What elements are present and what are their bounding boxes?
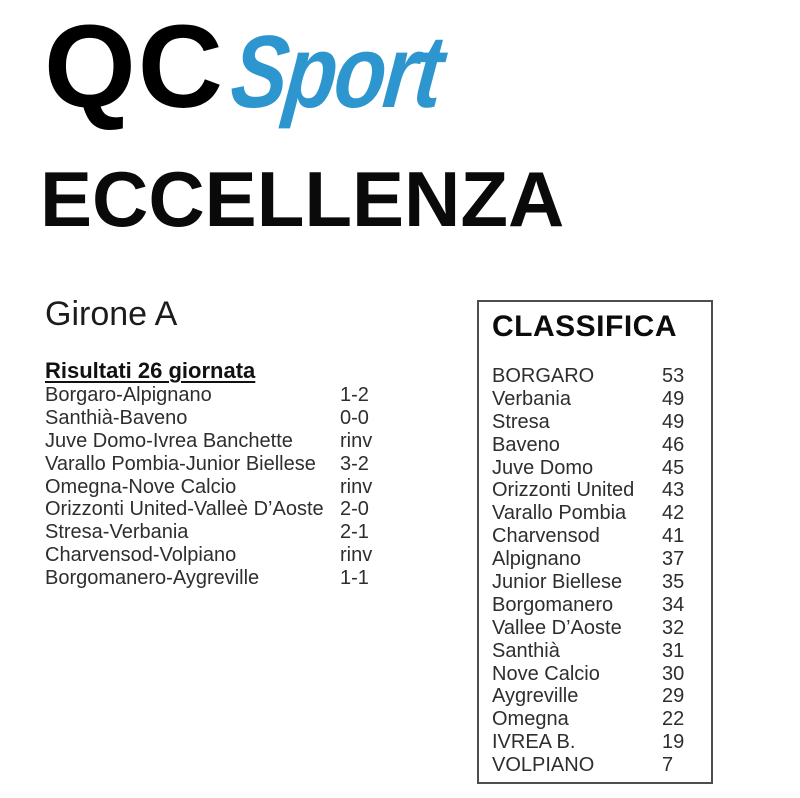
standings-row	[492, 594, 702, 617]
team-name: Santhià	[492, 639, 560, 662]
standings-row	[492, 479, 702, 502]
standings-row	[492, 640, 702, 663]
result-row	[45, 567, 445, 590]
standings-row	[492, 548, 702, 571]
team-name: Stresa	[492, 410, 550, 433]
team-points: 22	[662, 708, 685, 731]
match-score: rinv	[340, 544, 373, 567]
match-teams: Stresa-Verbania	[45, 521, 189, 544]
team-points: 31	[662, 639, 685, 662]
team-name: Nove Calcio	[492, 662, 600, 685]
result-row	[45, 407, 445, 430]
result-row	[45, 430, 445, 453]
result-row	[45, 521, 445, 544]
results-list	[45, 384, 445, 590]
team-points: 37	[662, 548, 685, 571]
standings-row	[492, 617, 702, 640]
match-teams: Santhià-Baveno	[45, 406, 188, 429]
match-score: 2-1	[340, 521, 369, 544]
standings-box	[477, 300, 713, 784]
team-points: 29	[662, 685, 685, 708]
match-score: 1-2	[340, 384, 369, 406]
match-teams: Borgomanero-Aygreville	[45, 567, 260, 590]
standings-row	[492, 685, 702, 708]
team-points: 32	[662, 616, 685, 639]
standings-row	[492, 754, 702, 777]
team-name: Omegna	[492, 708, 569, 731]
team-points: 42	[662, 502, 685, 525]
team-points: 35	[662, 571, 685, 594]
team-name: Alpignano	[492, 548, 581, 571]
team-points: 49	[662, 387, 685, 410]
standings-row	[492, 708, 702, 731]
logo	[44, 1, 481, 133]
team-points: 34	[662, 593, 685, 616]
standings-row	[492, 411, 702, 434]
team-points: 43	[662, 479, 685, 502]
team-name: IVREA B.	[492, 731, 576, 754]
group-title: Girone A	[45, 295, 178, 333]
team-name: Juve Domo	[492, 456, 594, 479]
team-name: Aygreville	[492, 685, 579, 708]
team-name: Vallee D’Aoste	[492, 616, 622, 639]
team-name: Varallo Pombia	[492, 502, 627, 525]
match-teams: Omegna-Nove Calcio	[45, 475, 237, 498]
team-name: Junior Biellese	[492, 571, 623, 594]
match-teams: Juve Domo-Ivrea Banchette	[45, 429, 293, 452]
result-row	[45, 498, 445, 521]
standings-row	[492, 571, 702, 594]
result-row	[45, 453, 445, 476]
standings-row	[492, 365, 702, 388]
standings-row	[492, 502, 702, 525]
team-points: 19	[662, 731, 685, 754]
match-score: rinv	[340, 475, 373, 498]
result-row	[45, 544, 445, 567]
team-points: 30	[662, 662, 685, 685]
team-name: Orizzonti United	[492, 479, 635, 502]
team-points: 49	[662, 410, 685, 433]
team-points: 45	[662, 456, 685, 479]
standings-row	[492, 663, 702, 686]
standings-row	[492, 457, 702, 480]
match-teams: Orizzonti United-Valleè D’Aoste	[45, 498, 324, 521]
team-name: Baveno	[492, 433, 560, 456]
match-teams: Borgaro-Alpignano	[45, 384, 212, 406]
results-heading: Risultati 26 giornata	[45, 358, 256, 383]
match-score: 1-1	[340, 567, 369, 590]
team-points: 41	[662, 525, 685, 548]
team-name: Borgomanero	[492, 593, 614, 616]
team-points: 7	[662, 754, 674, 777]
logo-qc-text: QC	[44, 1, 225, 133]
match-score: rinv	[340, 429, 373, 452]
match-score: 3-2	[340, 452, 369, 475]
team-points: 46	[662, 433, 685, 456]
team-points: 53	[662, 365, 685, 387]
match-teams: Charvensod-Volpiano	[45, 544, 237, 567]
page-title: ECCELLENZA	[40, 155, 565, 243]
match-score: 2-0	[340, 498, 369, 521]
standings-row	[492, 434, 702, 457]
team-name: VOLPIANO	[492, 754, 595, 777]
team-name: Verbania	[492, 387, 571, 410]
logo-sport-text: Sport	[226, 14, 447, 129]
team-name: BORGARO	[492, 365, 595, 387]
team-name: Charvensod	[492, 525, 600, 548]
standings-title: CLASSIFICA	[492, 310, 677, 343]
result-row	[45, 476, 445, 499]
standings-row	[492, 731, 702, 754]
standings-list	[492, 365, 702, 777]
standings-row	[492, 388, 702, 411]
standings-row	[492, 525, 702, 548]
result-row	[45, 384, 445, 407]
match-score: 0-0	[340, 406, 369, 429]
match-teams: Varallo Pombia-Junior Biellese	[45, 452, 316, 475]
